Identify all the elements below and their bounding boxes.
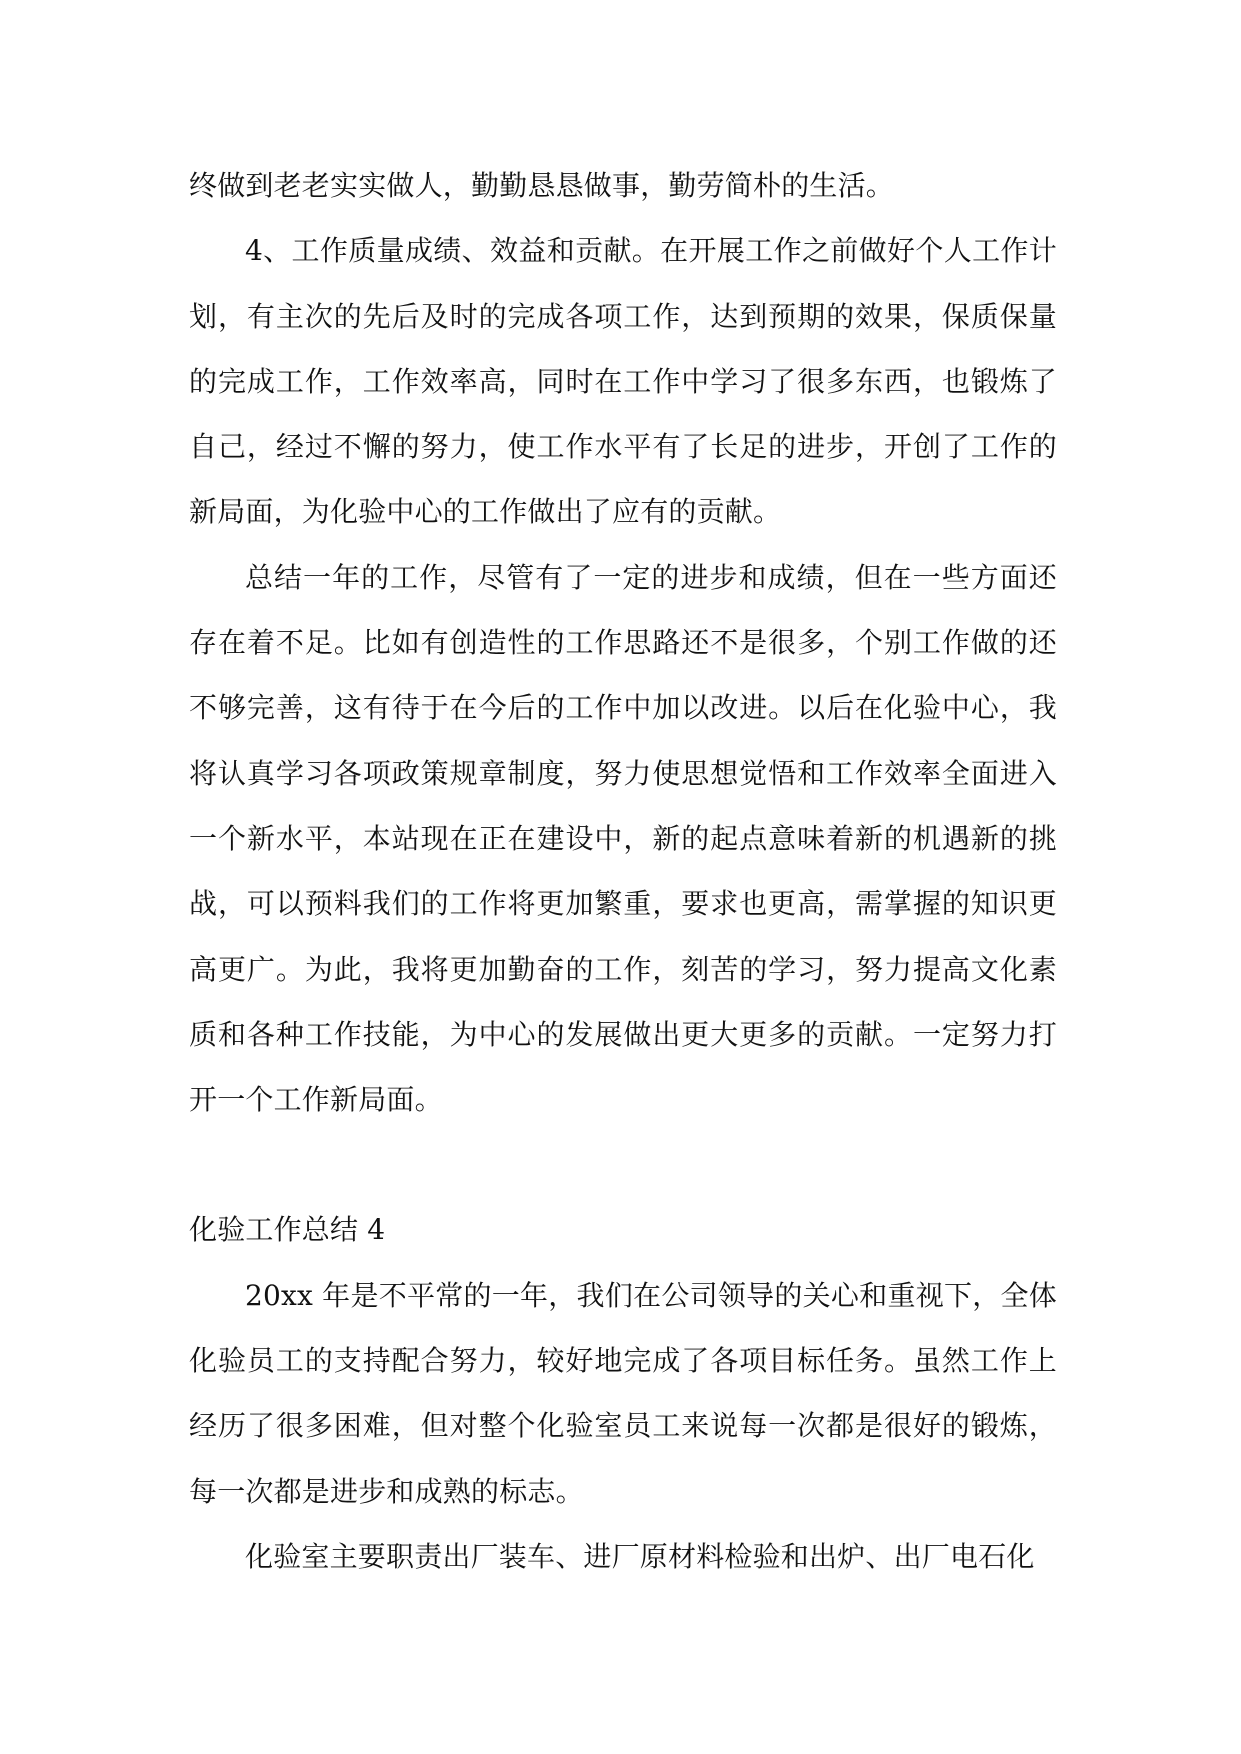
section-title: 化验工作总结 4 [189,1213,386,1247]
document-body [189,153,1057,1589]
paragraph-year-summary: 总结一年的工作，尽管有了一定的进步和成绩，但在一些方面还存在着不足。比如有创造性的工作思路还不是很多，个别工作做的还不够完善，这有待于在今后的工作中加以改进。以后在化验中心，我将认真学习各项政策规章制度，努力使思想觉悟和工作效率全面进入一个新水平，本站现在正在建设中，新的起点意味着新的机遇新的挑战，可以预料我们的工作将更加繁重，要求也更高，需掌握的知识更高更广。为此，我将更加勤奋的工作，刻苦的学习，努力提高文化素质和各种工作技能，为中心的发展做出更大更多的贡献。一定努力打开一个工作新局面。 [189,560,1057,1117]
paragraph-continuation: 终做到老老实实做人，勤勤恳恳做事，勤劳简朴的生活。 [189,169,895,202]
paragraph-year-overview: 20xx 年是不平常的一年，我们在公司领导的关心和重视下，全体化验员工的支持配合努力，较好地完成了各项目标任务。虽然工作上经历了很多困难，但对整个化验室员工来说每一次都是很好的锻炼，每一次都是进步和成熟的标志。 [189,1278,1057,1508]
paragraph-work-quality: 4、工作质量成绩、效益和贡献。在开展工作之前做好个人工作计划，有主次的先后及时的完成各项工作，达到预期的效果，保质保量的完成工作，工作效率高，同时在工作中学习了很多东西，也锻炼了自己，经过不懈的努力，使工作水平有了长足的进步，开创了工作的新局面，为化验中心的工作做出了应有的贡献。 [189,234,1057,529]
section-spacer [189,1132,1057,1197]
paragraph-lab-duties: 化验室主要职责出厂装车、进厂原材料检验和出炉、出厂电石化 [245,1539,1035,1573]
